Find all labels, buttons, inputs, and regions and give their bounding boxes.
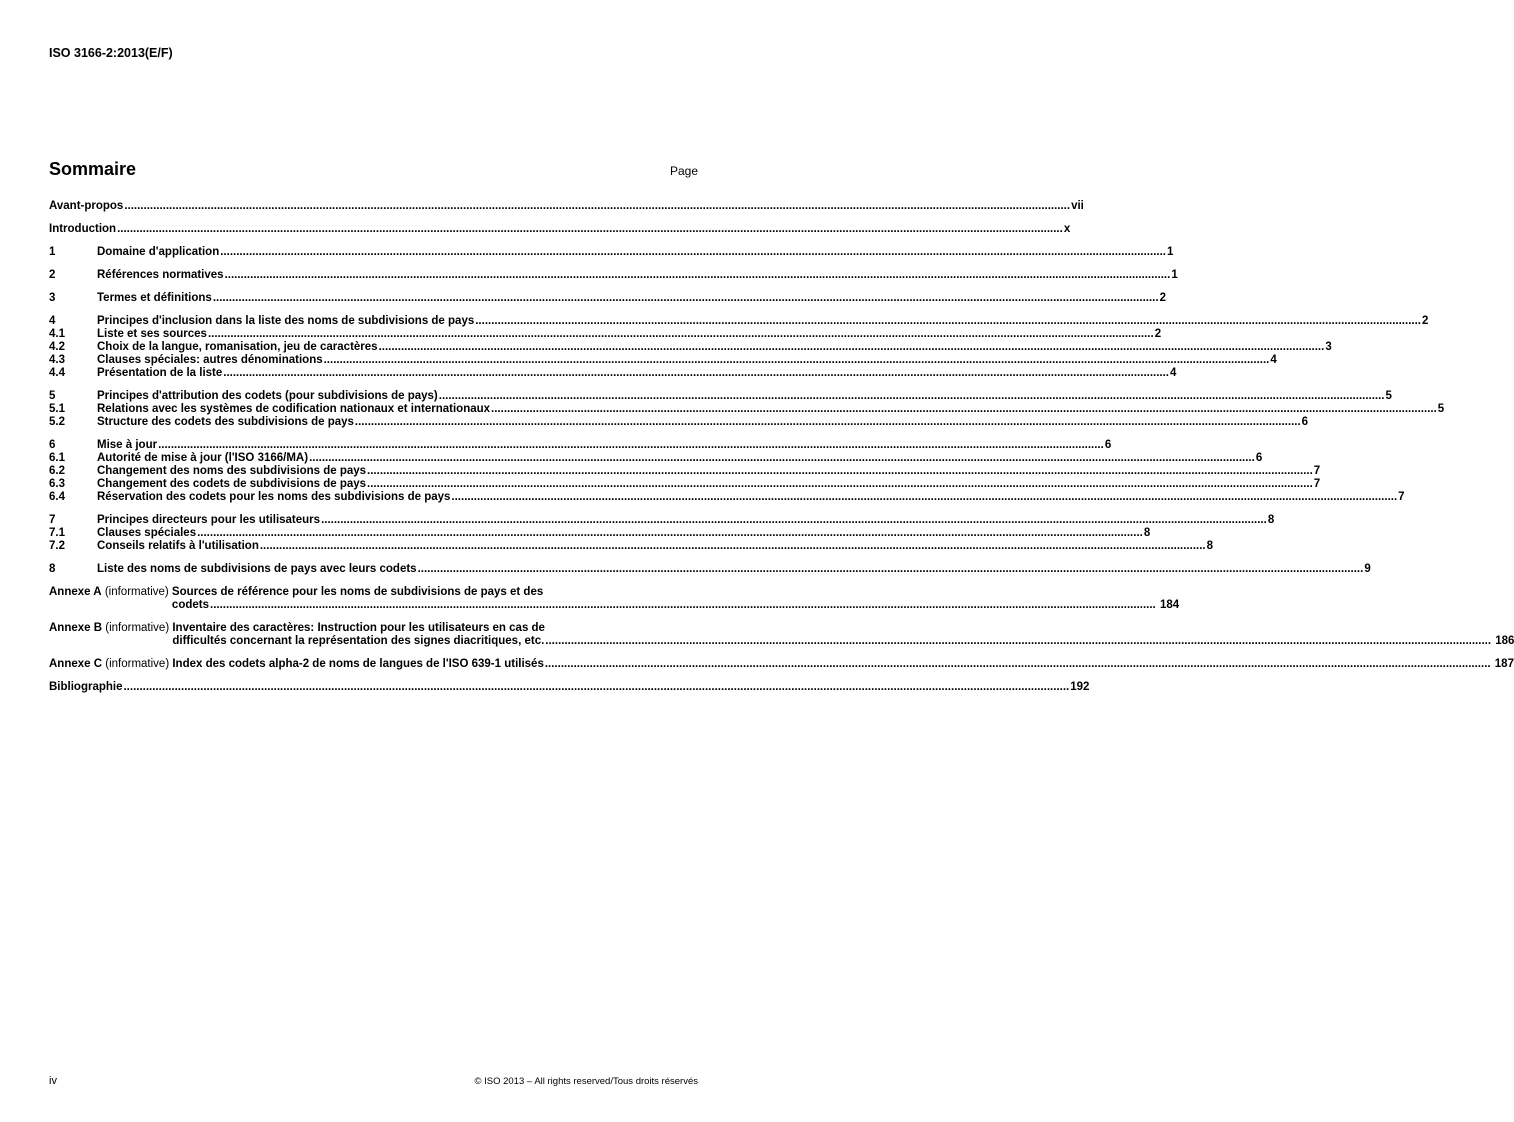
toc-entry-number: 7: [49, 514, 56, 526]
toc-leader-dots: ........................................................................................................................................................................................................................................................................................................: [321, 514, 1267, 526]
toc-leader-dots: ........................................................................................................................................................................................................................................................................................................: [491, 403, 1437, 415]
annex-type: (informative): [102, 658, 173, 670]
toc-entry-text: Avant-propos: [49, 200, 124, 212]
toc-entry-page: 7: [1398, 491, 1405, 503]
toc-annex-entry[interactable]: [49, 622, 1514, 648]
toc-entry[interactable]: [49, 465, 1321, 478]
toc-entry-number: 6.3: [49, 478, 65, 490]
toc-leader-dots: ........................................................................................................................................................................................................................................................................................................: [354, 416, 1301, 428]
annex-letter: Annexe B: [49, 622, 103, 634]
toc-entry[interactable]: [49, 367, 1177, 380]
toc-entry-page: 4: [1270, 354, 1277, 366]
toc-entry-page: 7: [1313, 478, 1321, 490]
toc-entry-number: 5: [49, 390, 56, 402]
annex-title-text: Index des codets alpha-2 de noms de langues de l'ISO 639-1 utilisés: [172, 658, 544, 670]
toc-entry[interactable]: [49, 540, 1214, 553]
toc-entry-number: 8: [49, 563, 56, 575]
annex-title: [172, 622, 1514, 648]
toc-entry-page: 9: [1364, 563, 1371, 575]
toc-leader-dots: ........................................................................................................................................................................................................................................................................................................: [451, 491, 1398, 503]
toc-annexes: [49, 586, 1514, 671]
annex-title-line: [172, 658, 1514, 671]
annex-title-text: Sources de référence pour les noms de subdivisions de pays et des: [171, 586, 544, 598]
toc-entry-number: 7.2: [49, 540, 65, 552]
toc-entry-text: Principes d'attribution des codets (pour subdivisions de pays): [97, 390, 438, 402]
toc-entry-page: 6: [1104, 439, 1112, 451]
toc-entry-text: Termes et définitions: [97, 292, 212, 304]
toc-entry-page: 6: [1255, 452, 1263, 464]
toc-entry-page: 5: [1437, 403, 1445, 415]
toc-entry-page: x: [1063, 223, 1071, 235]
toc-leader-dots: ........................................................................................................................................................................................................................................................................................................: [367, 478, 1313, 490]
toc-entry-page: 6: [1301, 416, 1309, 428]
toc-entry-text: Clauses spéciales: autres dénominations: [97, 354, 323, 366]
toc-entry-text: Changement des codets de subdivisions de pays: [97, 478, 367, 490]
toc-entry-number: 5.2: [49, 416, 65, 428]
toc-entry-number: 4.4: [49, 367, 65, 379]
toc-entry[interactable]: [49, 341, 1332, 354]
toc-entry-text: Introduction: [49, 223, 117, 235]
toc-entry-number: 4.3: [49, 354, 65, 366]
toc-entry-text: Domaine d'application: [97, 246, 220, 258]
footer-page-number: iv: [49, 1075, 57, 1087]
annex-title: [172, 658, 1514, 671]
toc-entry[interactable]: [49, 403, 1445, 416]
document-id: ISO 3166-2:2013(E/F): [49, 46, 173, 60]
toc-entry-number: 5.1: [49, 403, 65, 415]
toc-leader-dots: ........................................................................................................................................................................................................................................................................................................: [438, 390, 1385, 402]
annex-letter: Annexe A: [49, 586, 102, 598]
toc-annex-entry[interactable]: [49, 658, 1514, 671]
toc-leader-dots: ........................................................................................................................................................................................................................................................................................................: [378, 341, 1325, 353]
toc-entry-text: Autorité de mise à jour (l'ISO 3166/MA): [97, 452, 309, 464]
toc-entry[interactable]: [49, 491, 1405, 504]
annex-title-line: [172, 599, 1179, 612]
toc-entry[interactable]: [49, 390, 1392, 403]
toc-entry-text: Principes directeurs pour les utilisateurs: [97, 514, 321, 526]
toc-entry-page: 4: [1170, 367, 1177, 379]
page-column-label: Page: [669, 164, 698, 178]
page-title: Sommaire: [49, 159, 137, 179]
toc-entry-text: Liste des noms de subdivisions de pays avec leurs codets: [97, 563, 417, 575]
toc-leader-dots: ........................................................................................................................................................................................................................................................................................................: [207, 328, 1154, 340]
toc-leader-dots: ........................................................................................................................................................................................................................................................................................................: [197, 527, 1143, 539]
toc-entry-text: Changement des noms des subdivisions de pays: [97, 465, 367, 477]
toc-entry-page: 3: [1325, 341, 1332, 353]
toc-entry[interactable]: [49, 292, 1166, 305]
annex-title-line: [172, 622, 1514, 635]
toc-entry-text: Liste et ses sources: [97, 328, 207, 340]
toc-entry[interactable]: [49, 514, 1275, 527]
toc-leader-dots: ........................................................................................................................................................................................................................................................................................................: [367, 465, 1313, 477]
toc-entry-number: 4: [49, 315, 56, 327]
toc-entry-text: Relations avec les systèmes de codification nationaux et internationaux: [97, 403, 491, 415]
toc-entry-text: Présentation de la liste: [97, 367, 223, 379]
annex-title-text: Inventaire des caractères: Instruction pour les utilisateurs en cas de: [172, 622, 545, 634]
toc-leader-dots: ........................................................................................................................................................................................................................................................................................................: [220, 246, 1166, 258]
toc-entry-page: 2: [1154, 328, 1162, 340]
toc-entry[interactable]: [49, 354, 1277, 367]
toc-entry[interactable]: [49, 563, 1371, 576]
toc-entry-number: 2: [49, 269, 56, 281]
annex-label: [49, 622, 172, 648]
toc-entry[interactable]: [49, 452, 1263, 465]
toc-entry[interactable]: [49, 478, 1321, 491]
annex-label: [49, 658, 172, 671]
annex-title-text: codets: [171, 599, 209, 611]
toc-leader-dots: ........................................................................................................................................................................................................................................................................................................: [544, 658, 1491, 670]
toc-entry-number: 1: [49, 246, 56, 258]
toc-leader-dots: ........................................................................................................................................................................................................................................................................................................: [212, 292, 1159, 304]
toc-entry-text: Mise à jour: [97, 439, 158, 451]
toc-entry-page: 1: [1166, 246, 1174, 258]
toc-entry[interactable]: [49, 200, 1084, 213]
toc-entries: [49, 200, 1445, 576]
toc-entry-number: 4.1: [49, 328, 65, 340]
toc-leader-dots: ........................................................................................................................................................................................................................................................................................................: [417, 563, 1364, 575]
toc-leader-dots: ........................................................................................................................................................................................................................................................................................................: [259, 540, 1206, 552]
toc-entry-number: 7.1: [49, 527, 65, 539]
toc-entry-number: 6.4: [49, 491, 65, 503]
annex-label: [49, 586, 172, 612]
toc-entry[interactable]: [49, 416, 1309, 429]
toc-leader-dots: ........................................................................................................................................................................................................................................................................................................: [224, 269, 1171, 281]
toc-entry-page: vii: [1071, 200, 1084, 212]
toc-entry-page: 184: [1156, 599, 1180, 611]
toc-entry-page: 8: [1143, 527, 1151, 539]
annex-letter: Annexe C: [49, 658, 103, 670]
toc-entry-page: 1: [1171, 269, 1178, 281]
annex-title: [172, 586, 1179, 612]
toc-entry-text: Bibliographie: [49, 681, 123, 693]
toc-leader-dots: ........................................................................................................................................................................................................................................................................................................: [158, 439, 1104, 451]
toc-leader-dots: ........................................................................................................................................................................................................................................................................................................: [223, 367, 1170, 379]
toc-leader-dots: ........................................................................................................................................................................................................................................................................................................: [124, 200, 1071, 212]
annex-type: (informative): [101, 586, 172, 598]
toc-entry[interactable]: [49, 439, 1112, 452]
footer-copyright: © ISO 2013 – All rights reserved/Tous droits réservés: [474, 1076, 698, 1087]
toc-entry-page: 192: [1070, 681, 1090, 693]
toc-leader-dots: ........................................................................................................................................................................................................................................................................................................: [323, 354, 1270, 366]
toc-entry-page: 8: [1206, 540, 1214, 552]
toc-entry[interactable]: [49, 527, 1151, 540]
toc-leader-dots: ........................................................................................................................................................................................................................................................................................................: [309, 452, 1255, 464]
toc-leader-dots: ........................................................................................................................................................................................................................................................................................................: [123, 681, 1070, 693]
toc-entry-page: 5: [1385, 390, 1392, 402]
annex-type: (informative): [102, 622, 173, 634]
toc-entry-number: 4.2: [49, 341, 65, 353]
toc-entry-text: Choix de la langue, romanisation, jeu de caractères: [97, 341, 378, 353]
toc-entry-page: 187: [1491, 658, 1514, 670]
toc-entry-page: 2: [1421, 315, 1429, 327]
annex-title-line: [172, 635, 1514, 648]
toc-leader-dots: ........................................................................................................................................................................................................................................................................................................: [545, 635, 1492, 647]
toc-entry-text: Principes d'inclusion dans la liste des noms de subdivisions de pays: [97, 315, 475, 327]
toc-entry[interactable]: [49, 328, 1162, 341]
toc-entry-number: 6.2: [49, 465, 65, 477]
toc-leader-dots: ........................................................................................................................................................................................................................................................................................................: [117, 223, 1063, 235]
toc-entry-number: 6.1: [49, 452, 65, 464]
toc-entry[interactable]: [49, 269, 1178, 282]
toc-entry-text: Références normatives: [97, 269, 224, 281]
toc-entry-page: 2: [1159, 292, 1166, 304]
toc-entry-number: 6: [49, 439, 56, 451]
toc-entry[interactable]: [49, 223, 1071, 236]
toc-entry-text: Réservation des codets pour les noms des subdivisions de pays: [97, 491, 451, 503]
toc-entry[interactable]: [49, 246, 1174, 259]
annex-title-line: [172, 586, 1179, 599]
annex-title-text: difficultés concernant la représentation des signes diacritiques, etc.: [172, 635, 545, 647]
toc-entry-page: 7: [1313, 465, 1321, 477]
toc-leader-dots: ........................................................................................................................................................................................................................................................................................................: [475, 315, 1421, 327]
table-of-contents: [49, 200, 1514, 694]
toc-entry[interactable]: [49, 315, 1429, 328]
toc-entry-text: Conseils relatifs à l'utilisation: [97, 540, 259, 552]
toc-entry-text: Clauses spéciales: [97, 527, 197, 539]
toc-annex-entry[interactable]: [49, 586, 1180, 612]
toc-entry-number: 3: [49, 292, 56, 304]
toc-leader-dots: ........................................................................................................................................................................................................................................................................................................: [210, 599, 1156, 611]
toc-entry-text: Structure des codets des subdivisions de pays: [97, 416, 354, 428]
toc-entry-bibliography[interactable]: [49, 681, 1090, 694]
toc-entry-page: 186: [1492, 635, 1514, 647]
toc-entry-page: 8: [1267, 514, 1275, 526]
